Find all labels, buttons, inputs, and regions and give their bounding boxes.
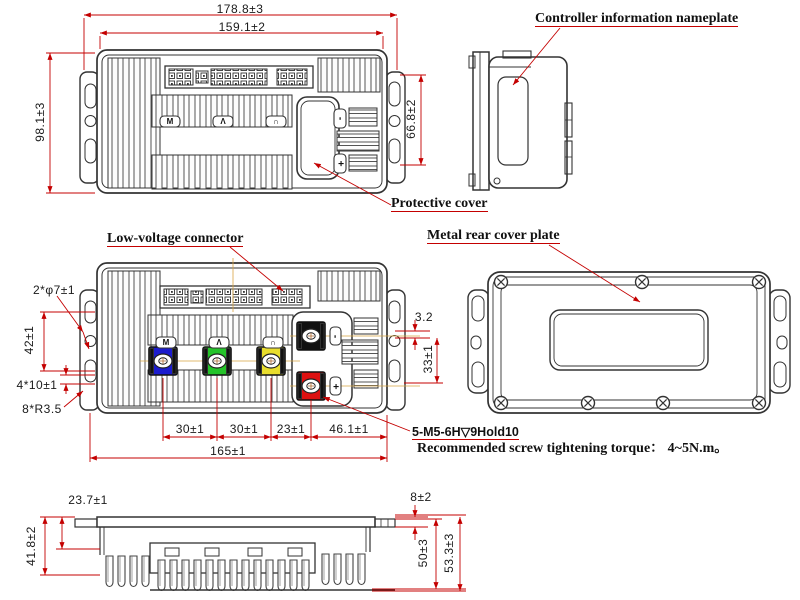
dim-label-total-height: 53.3±3	[442, 533, 456, 573]
phase-w-marking: M	[162, 338, 170, 347]
dim-label-step: 3.2	[414, 310, 434, 324]
dim-label-right-offset: 46.1±1	[329, 422, 369, 436]
dim-label-corner-radius: 8*R3.5	[22, 402, 62, 416]
rear-cover-view	[468, 272, 790, 413]
phase-v-marking: Λ	[220, 117, 226, 126]
phase-v-marking: Λ	[216, 338, 222, 347]
pin-fins	[106, 554, 365, 591]
positive-marking: +	[329, 383, 341, 390]
top-view	[80, 50, 405, 193]
positive-marking: +	[334, 160, 346, 167]
label-low-voltage: Low-voltage connector	[107, 231, 244, 246]
dim-label-neg-pitch: 23±1	[276, 422, 306, 436]
phase-w-marking: M	[166, 117, 174, 126]
terminal-phase-v	[203, 347, 231, 375]
heatsink-fins-topright	[318, 58, 380, 92]
dim-label-flange-inset: 23.7±1	[68, 493, 108, 507]
dim-label-mount-holes: 2*φ7±1	[33, 283, 76, 297]
front-view	[80, 258, 420, 413]
phase-u-marking: ∩	[273, 117, 279, 126]
rear-cover-plate	[488, 272, 770, 413]
dim-label-slot-pitch: 42±1	[22, 325, 36, 355]
label-nameplate: Controller information nameplate	[535, 11, 739, 26]
dim-cover-width	[100, 33, 383, 49]
terminal-positive	[297, 372, 325, 400]
dim-label-phase-pitch-2: 30±1	[229, 422, 259, 436]
dim-label-outer-width: 178.8±3	[216, 2, 264, 16]
negative-marking: -	[329, 334, 341, 339]
dim-label-flange-thickness: 8±2	[410, 490, 432, 504]
terminal-phase-u	[257, 347, 285, 375]
label-protective-cover: Protective cover	[391, 196, 488, 211]
label-rear-cover: Metal rear cover plate	[427, 228, 560, 243]
terminal-phase-w	[149, 347, 177, 375]
mount-flange	[97, 517, 375, 527]
dim-label-cover-width: 159.1±2	[218, 20, 266, 34]
heatsink-fins-topright	[318, 271, 380, 301]
side-view	[469, 51, 572, 190]
dim-label-slot-size: 4*10±1	[16, 378, 58, 392]
bottom-elevation-view	[75, 517, 395, 591]
dim-body-height	[46, 53, 95, 193]
label-screw-spec: 5-M5-6H▽9Hold10	[412, 425, 519, 439]
fin-band-lower	[152, 155, 292, 189]
dim-left-heights	[40, 517, 100, 575]
dim-label-side-height: 66.8±2	[404, 99, 418, 139]
label-torque-note: Recommended screw tightening torque： 4~5N.m。	[417, 441, 729, 456]
dim-right-terminals	[395, 320, 443, 383]
dim-label-mount-width: 165±1	[210, 444, 246, 458]
dim-label-body-height2: 50±3	[416, 538, 430, 568]
mount-bracket	[473, 52, 489, 190]
negative-marking: -	[334, 116, 346, 121]
dim-label-body-height: 98.1±3	[33, 102, 47, 142]
phase-u-marking: ∩	[270, 338, 276, 347]
dim-label-phase-pitch-1: 30±1	[175, 422, 205, 436]
dim-label-terminal-pitch: 33±1	[421, 344, 435, 374]
dim-label-body-drop: 41.8±2	[24, 526, 38, 566]
terminal-negative	[297, 322, 325, 350]
